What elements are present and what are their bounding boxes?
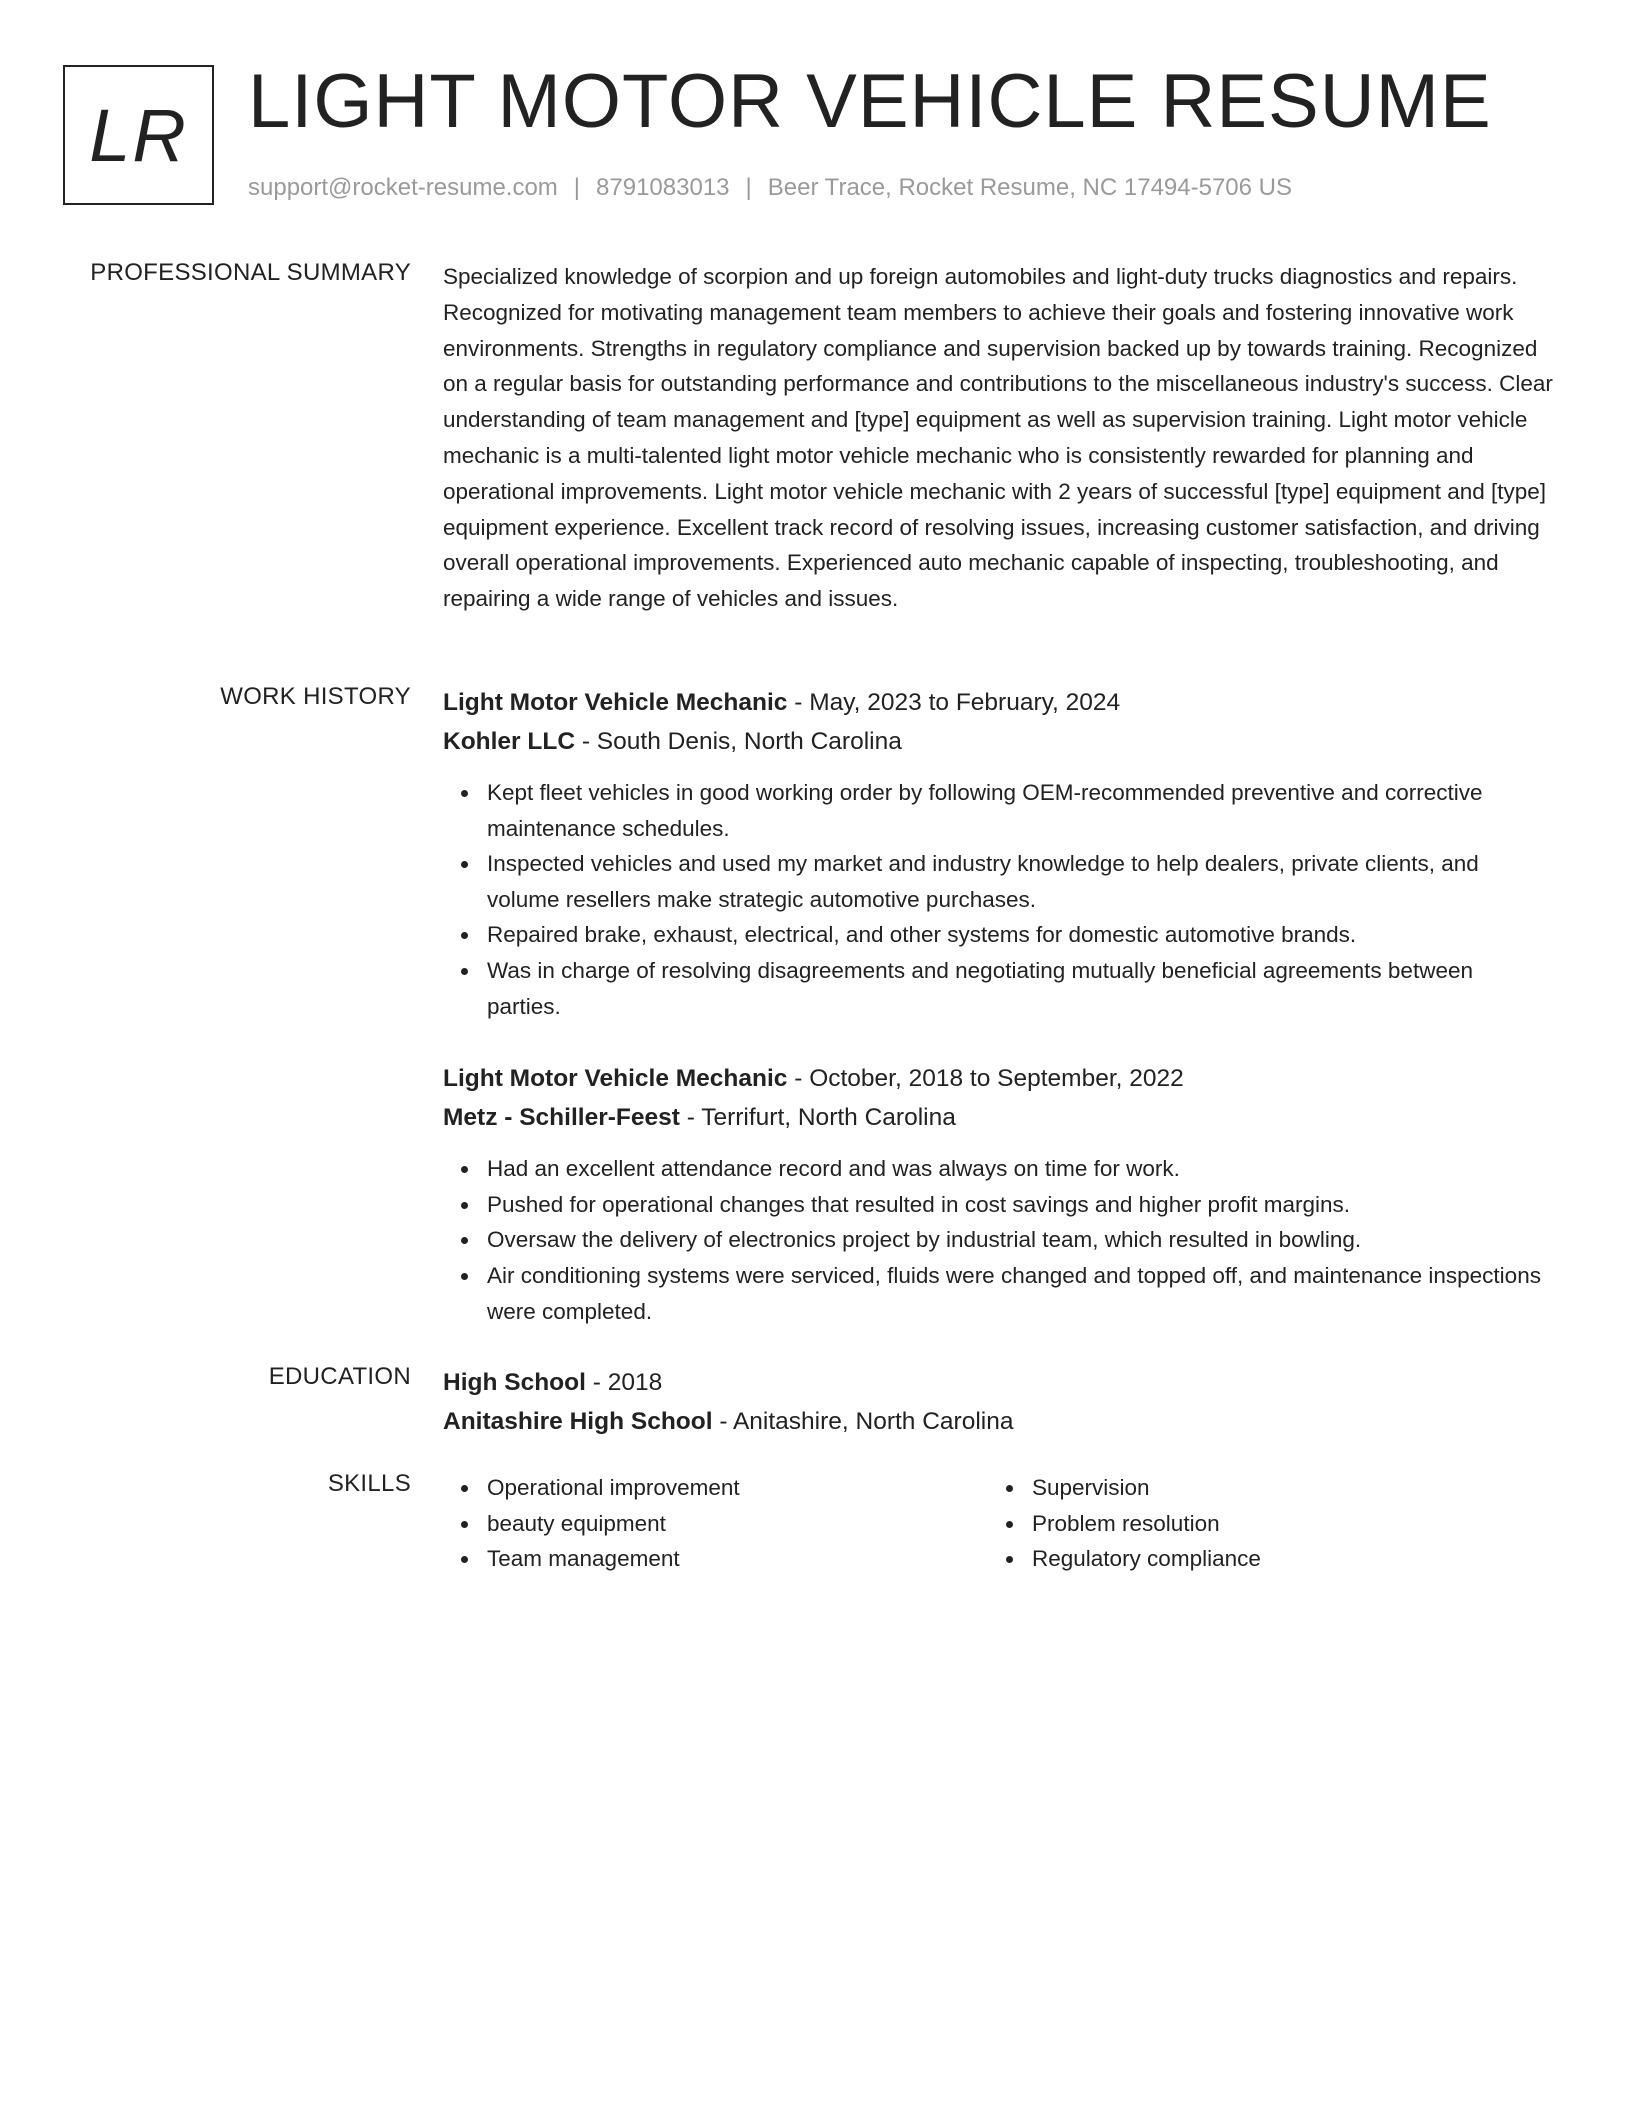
job-location: - South Denis, North Carolina [575, 728, 902, 755]
job-bullets [443, 775, 1553, 1024]
education-degree-line [443, 1363, 1553, 1402]
skill-item: Team management [487, 1541, 988, 1577]
job-company: Metz - Schiller-Feest [443, 1104, 680, 1132]
job-entry [443, 1059, 1553, 1329]
skills-grid [443, 1470, 1553, 1577]
job-company-line [443, 1098, 1553, 1137]
education-body [443, 1363, 1553, 1441]
contact-email: support@rocket-resume.com [248, 174, 558, 201]
section-label-work-history: WORK HISTORY [220, 683, 411, 710]
job-title-line [443, 1059, 1553, 1098]
education-school: Anitashire High School [443, 1408, 713, 1435]
job-dates: - October, 2018 to September, 2022 [787, 1065, 1184, 1093]
job-bullet: Inspected vehicles and used my market and industry knowledge to help dealers, private clients, and volume resellers make strategic automotive purchases. [487, 846, 1553, 917]
job-company: Kohler LLC [443, 728, 576, 755]
contact-separator: | [745, 174, 752, 201]
work-history-body [443, 683, 1553, 1329]
summary-body [443, 259, 1553, 617]
job-title-line [443, 683, 1553, 722]
job-bullet: Air conditioning systems were serviced, fluids were changed and topped off, and maintenance inspections were completed. [487, 1258, 1553, 1329]
skills-column-right [988, 1470, 1533, 1577]
contact-line [248, 174, 1292, 202]
section-label-education: EDUCATION [268, 1363, 411, 1390]
job-bullet: Pushed for operational changes that resulted in cost savings and higher profit margins. [487, 1187, 1553, 1223]
job-company-line [443, 722, 1553, 761]
contact-phone: 8791083013 [596, 174, 730, 201]
job-bullet: Kept fleet vehicles in good working order by following OEM-recommended preventive and corrective maintenance schedules. [487, 775, 1553, 846]
job-bullet: Was in charge of resolving disagreements and negotiating mutually beneficial agreements between parties. [487, 953, 1553, 1024]
skill-item: Operational improvement [487, 1470, 988, 1506]
job-bullet: Repaired brake, exhaust, electrical, and other systems for domestic automotive brands. [487, 917, 1553, 953]
job-dates: - May, 2023 to February, 2024 [787, 689, 1121, 716]
skill-item: beauty equipment [487, 1506, 988, 1542]
skill-item: Supervision [1032, 1470, 1533, 1506]
monogram-logo: LR [63, 65, 214, 205]
education-school-line [443, 1402, 1553, 1441]
contact-address: Beer Trace, Rocket Resume, NC 17494-5706 US [767, 174, 1292, 201]
section-label-summary: PROFESSIONAL SUMMARY [90, 259, 411, 286]
skills-list [443, 1470, 988, 1577]
job-bullet: Oversaw the delivery of electronics project by industrial team, which resulted in bowling. [487, 1222, 1553, 1258]
skill-item: Regulatory compliance [1032, 1541, 1533, 1577]
job-title: Light Motor Vehicle Mechanic [443, 689, 788, 716]
job-bullets [443, 1151, 1553, 1329]
section-label-skills: SKILLS [327, 1470, 411, 1497]
contact-separator: | [573, 174, 581, 201]
skills-list [988, 1470, 1533, 1577]
job-location: - Terrifurt, North Carolina [679, 1104, 956, 1132]
skill-item: Problem resolution [1032, 1506, 1533, 1542]
education-year: - 2018 [585, 1369, 663, 1396]
job-title: Light Motor Vehicle Mechanic [443, 1065, 788, 1093]
skills-body [443, 1470, 1553, 1577]
summary-text: Specialized knowledge of scorpion and up foreign automobiles and light-duty trucks diagnostics and repairs. Recognized for motivating management team members to achieve their goals and fostering innovative work environments. Strengths in regulatory compliance and supervision backed up by towards training. Recognized on a regular basis for outstanding performance and contributions to the miscellaneous industry's success. Clear understanding of team management and [type] equipment as well as supervision training. Light motor vehicle mechanic is a multi-talented light motor vehicle mechanic who is consistently rewarded for planning and operational improvements. Light motor vehicle mechanic with 2 years of successful [type] equipment and [type] equipment experience. Excellent track record of resolving issues, increasing customer satisfaction, and driving overall operational improvements. Experienced auto mechanic capable of inspecting, troubleshooting, and repairing a wide range of vehicles and issues. [443, 264, 1553, 612]
education-degree: High School [443, 1369, 586, 1396]
skills-column-left [443, 1470, 988, 1577]
resume-title: LIGHT MOTOR VEHICLE RESUME [248, 59, 1492, 144]
job-entry [443, 683, 1553, 1024]
job-bullet: Had an excellent attendance record and was always on time for work. [487, 1151, 1553, 1187]
education-location: - Anitashire, North Carolina [712, 1408, 1014, 1435]
